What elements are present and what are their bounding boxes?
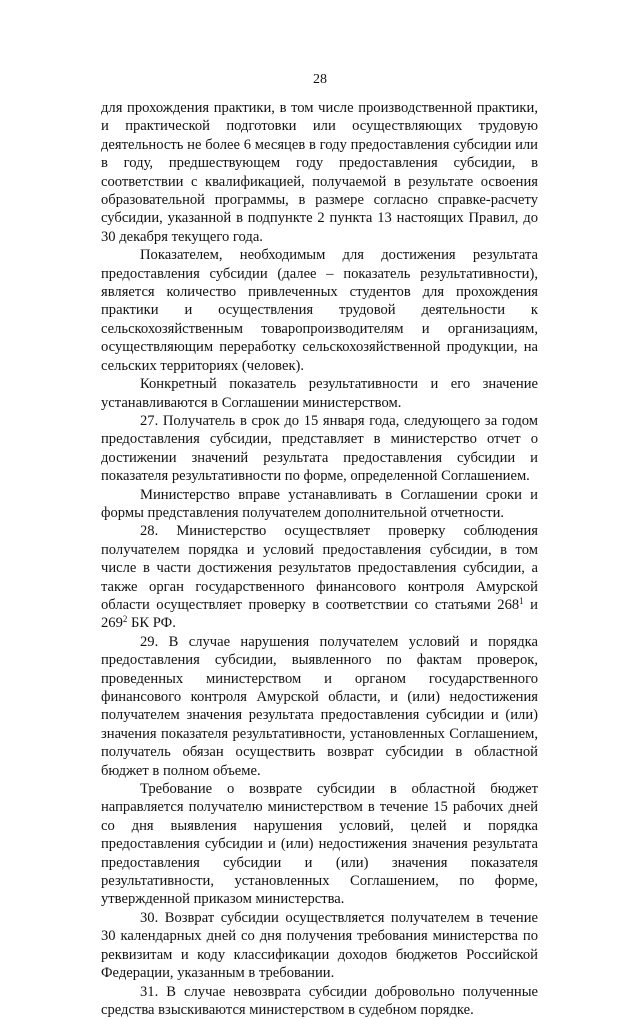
paragraph-29: 29. В случае нарушения получателем условий и порядка предоставления субсидии, выявленного по фактам проверок, проведенных министерством и органом государственного финансового контроля Амурской области, и (или) недостижения получателем значения результата предоставления субсидии и (или) значения показателя результативности, установленных Соглашением, получатель обязан осуществить возврат субсидии в областной бюджет в полном объеме.	[101, 633, 538, 780]
superscript-269: 2	[123, 614, 128, 624]
page-number: 28	[0, 72, 640, 88]
paragraph-28	[101, 522, 538, 632]
paragraph-additional-reporting: Министерство вправе устанавливать в Соглашении сроки и формы представления получателем дополнительной отчетности.	[101, 486, 538, 523]
superscript-268: 1	[519, 596, 524, 606]
paragraph-27: 27. Получатель в срок до 15 января года, следующего за годом предоставления субсидии, представляет в министерство отчет о достижении значений результата предоставления субсидии и показателя результативности по форме, определенной Соглашением.	[101, 412, 538, 486]
paragraph-28-text-middle: и 269	[101, 597, 538, 631]
paragraph-28-text-after: БК РФ.	[127, 615, 175, 631]
document-body	[101, 99, 538, 1019]
paragraph-return-requirement: Требование о возврате субсидии в областной бюджет направляется получателю министерством в течение 15 рабочих дней со дня выявления нарушения условий, целей и порядка предоставления субсидии и (или) недостижения значения результата предоставления субсидии и (или) значения показателя результативности, установленных Соглашением, по форме, утвержденной приказом министерства.	[101, 780, 538, 909]
paragraph-31: 31. В случае невозврата субсидии добровольно полученные средства взыскиваются министерством в судебном порядке.	[101, 983, 538, 1019]
paragraph-indicator-value: Конкретный показатель результативности и его значение устанавливаются в Соглашении министерством.	[101, 375, 538, 412]
paragraph-30: 30. Возврат субсидии осуществляется получателем в течение 30 календарных дней со дня получения требования министерства по реквизитам и коду классификации доходов бюджетов Российской Федерации, указанным в требовании.	[101, 909, 538, 983]
paragraph-continuation: для прохождения практики, в том числе производственной практики, и практической подготовки или осуществляющих трудовую деятельность не более 6 месяцев в году предоставления субсидии или в году, предшествующем году предоставления субсидии, в соответствии с квалификацией, получаемой в результате освоения образовательной программы, в размере согласно справке-расчету субсидии, указанной в подпункте 2 пункта 13 настоящих Правил, до 30 декабря текущего года.	[101, 99, 538, 246]
paragraph-28-text-before: 28. Министерство осуществляет проверку соблюдения получателем порядка и условий предоставления субсидии, в том числе в части достижения результатов предоставления субсидии, а также орган государственного финансового контроля Амурской области осуществляет проверку в соответствии со статьями 268	[101, 523, 538, 613]
paragraph-performance-indicator: Показателем, необходимым для достижения результата предоставления субсидии (далее – показатель результативности), является количество привлеченных студентов для прохождения практики и осуществления трудовой деятельности к сельскохозяйственным товаропроизводителям и организациям, осуществляющим переработку сельскохозяйственной продукции, на сельских территориях (человек).	[101, 246, 538, 375]
